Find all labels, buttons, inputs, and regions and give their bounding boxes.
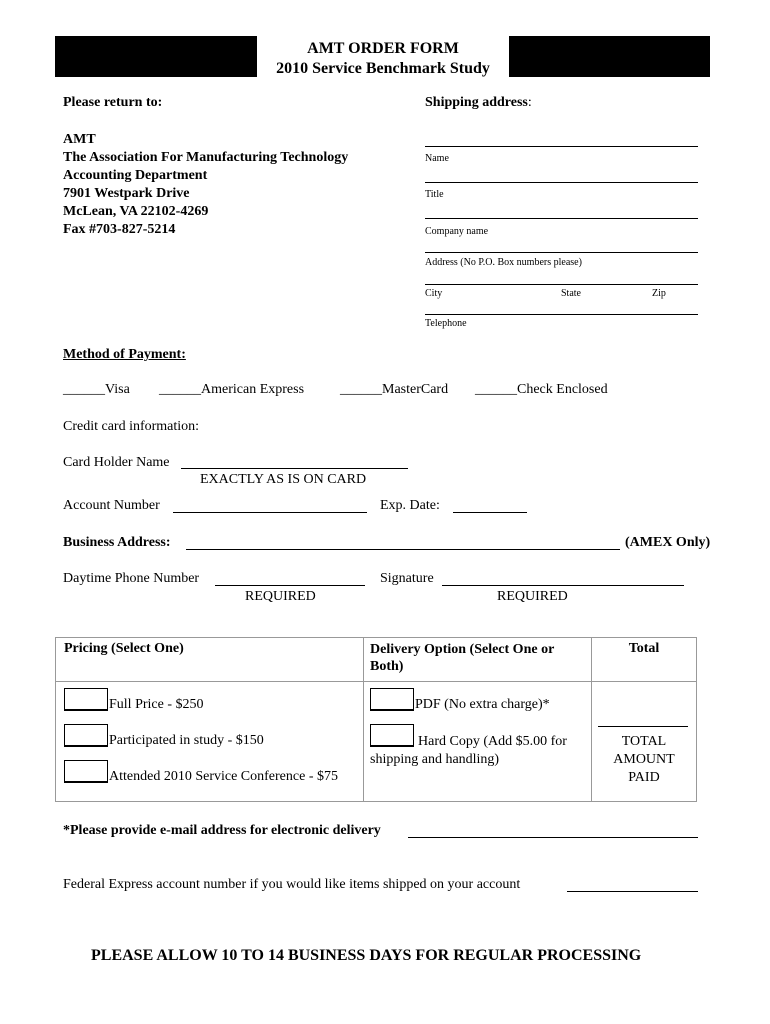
attended-checkbox[interactable] [64,760,108,783]
payment-visa[interactable]: ______Visa [63,382,130,397]
business-address-line[interactable] [186,549,620,550]
shipping-city-label: City [425,288,443,299]
email-note: *Please provide e-mail address for electronic delivery [63,823,381,838]
card-holder-label: Card Holder Name [63,455,170,470]
shipping-state-label: State [561,288,581,299]
return-label: Please return to: [63,95,163,110]
participated-checkbox[interactable] [64,724,108,747]
total-header: Total [628,641,660,656]
delivery-options-cell [364,682,592,802]
pdf-label: PDF (No extra charge)* [415,697,550,712]
order-table-header-row [56,638,697,682]
payment-amex[interactable]: ______American Express [159,382,305,397]
delivery-header: Delivery Option (Select One or Both) [370,642,555,674]
shipping-label [425,95,532,111]
fedex-note: Federal Express account number if you would like items shipped on your account [63,877,521,892]
pdf-checkbox[interactable] [370,688,414,711]
signature-label: Signature [380,571,434,586]
shipping-name-label: Name [425,153,449,164]
total-amount-line[interactable] [598,726,688,727]
header-bar-left [55,36,257,77]
pricing-header-cell [56,638,364,682]
exactly-as-on-card: EXACTLY AS IS ON CARD [200,472,367,487]
signature-required: REQUIRED [497,589,568,604]
shipping-label-text: Shipping address [425,95,528,110]
payment-heading: Method of Payment: [63,347,186,362]
return-line-street: 7901 Westpark Drive [63,186,190,201]
return-line-fax: Fax #703-827-5214 [63,222,176,237]
account-number-line[interactable] [173,512,367,513]
return-line-org-short: AMT [63,132,96,147]
header-bar-right [509,36,710,77]
order-table [55,637,697,802]
daytime-phone-label: Daytime Phone Number [63,571,200,586]
card-holder-line[interactable] [181,468,408,469]
shipping-label-colon: : [527,95,532,110]
full-price-checkbox[interactable] [64,688,108,711]
pricing-header: Pricing (Select One) [64,641,184,656]
account-number-label: Account Number [63,498,160,513]
shipping-title-line[interactable] [425,182,698,183]
exp-date-label: Exp. Date: [380,498,440,513]
shipping-zip-label: Zip [652,288,666,299]
pricing-options-cell [56,682,364,802]
delivery-header-cell [364,638,592,682]
phone-required: REQUIRED [245,589,316,604]
amex-only-note: (AMEX Only) [625,535,711,550]
return-line-org-full: The Association For Manufacturing Technology [63,150,349,165]
payment-mastercard[interactable]: ______MasterCard [340,382,449,397]
processing-notice: PLEASE ALLOW 10 TO 14 BUSINESS DAYS FOR REGULAR PROCESSING [91,947,642,964]
form-subtitle: 2010 Service Benchmark Study [276,60,490,77]
return-line-dept: Accounting Department [63,168,208,183]
shipping-address-label: Address (No P.O. Box numbers please) [425,257,582,268]
shipping-name-line[interactable] [425,146,698,147]
shipping-telephone-label: Telephone [425,318,467,329]
business-address-label: Business Address: [63,535,171,550]
shipping-title-label: Title [425,189,444,200]
order-table-body-row [56,682,697,802]
shipping-company-line[interactable] [425,218,698,219]
attended-label: Attended 2010 Service Conference - $75 [109,769,338,784]
daytime-phone-line[interactable] [215,585,365,586]
hardcopy-label: Hard Copy (Add $5.00 for shipping and handling) [370,734,567,767]
shipping-city-line[interactable] [425,284,698,285]
total-cell [592,682,697,802]
signature-line[interactable] [442,585,684,586]
return-address [63,131,348,239]
form-title: AMT ORDER FORM [307,40,459,57]
return-line-city: McLean, VA 22102-4269 [63,204,209,219]
full-price-label: Full Price - $250 [109,697,204,712]
participated-label: Participated in study - $150 [109,733,264,748]
shipping-company-label: Company name [425,226,489,237]
credit-card-info-label: Credit card information: [63,419,200,434]
shipping-telephone-line[interactable] [425,314,698,315]
email-line[interactable] [408,837,698,838]
fedex-line[interactable] [567,891,698,892]
total-amount-paid: TOTAL AMOUNT PAID [613,734,675,785]
total-header-cell [592,638,697,682]
payment-check[interactable]: ______Check Enclosed [475,382,608,397]
shipping-address-line[interactable] [425,252,698,253]
exp-date-line[interactable] [453,512,527,513]
